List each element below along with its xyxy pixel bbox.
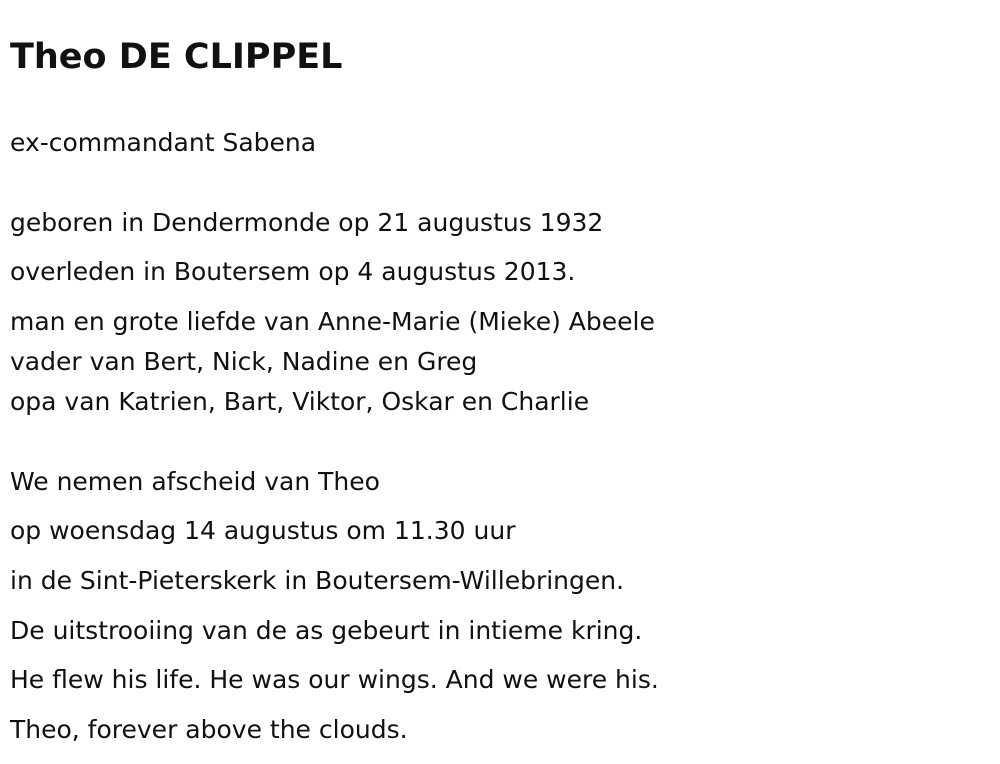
farewell-line-location: in de Sint-Pieterskerk in Boutersem-Willebringen.	[10, 566, 625, 595]
farewell-line-date: op woensdag 14 augustus om 11.30 uur	[10, 516, 516, 545]
deceased-name: Theo DE CLIPPEL	[10, 37, 343, 77]
closing-line: Theo, forever above the clouds.	[10, 715, 408, 744]
farewell-line-ashes: De uitstrooiing van de as gebeurt in intieme kring.	[10, 616, 643, 645]
family-line-grandchildren: opa van Katrien, Bart, Viktor, Oskar en Charlie	[10, 387, 590, 416]
family-line-spouse: man en grote liefde van Anne-Marie (Mieke) Abeele	[10, 307, 655, 336]
death-line: overleden in Boutersem op 4 augustus 2013.	[10, 257, 576, 286]
farewell-line-intro: We nemen afscheid van Theo	[10, 467, 380, 496]
occupation: ex-commandant Sabena	[10, 128, 317, 157]
family-line-children: vader van Bert, Nick, Nadine en Greg	[10, 347, 478, 376]
birth-line: geboren in Dendermonde op 21 augustus 1932	[10, 208, 604, 237]
tribute-line: He flew his life. He was our wings. And we were his.	[10, 665, 659, 694]
